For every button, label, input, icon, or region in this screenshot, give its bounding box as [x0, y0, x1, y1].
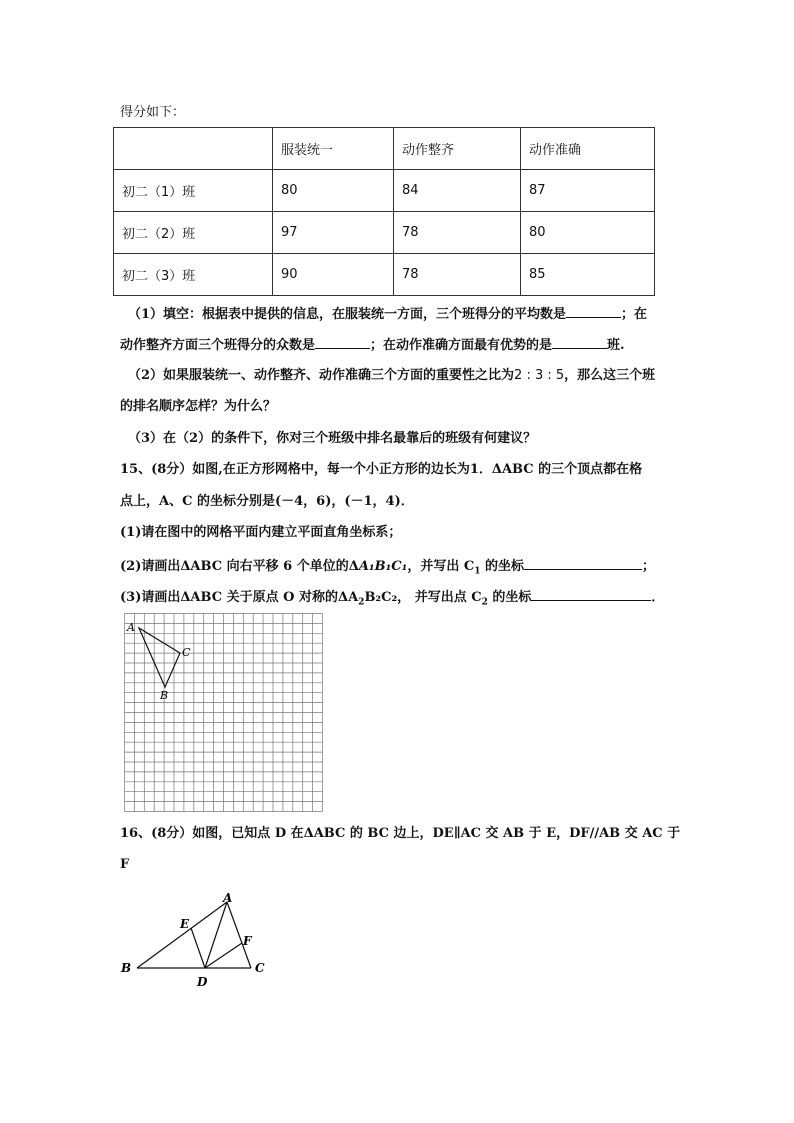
- vertex-label-e: E: [180, 917, 190, 931]
- table-cell: 80: [273, 170, 394, 212]
- q14-part2-line2: 的排名顺序怎样？为什么？: [120, 399, 277, 414]
- vertex-label-c: C: [182, 646, 191, 659]
- triangle-figure: [118, 890, 278, 990]
- table-header-cell: 服装统一: [273, 128, 394, 170]
- table-cell: 初二（2）班: [114, 212, 273, 254]
- q15-line2: 点上，A、C 的坐标分别是(－4，6)，(－1，4)．: [120, 494, 414, 509]
- q15-sub2: (2)请画出ΔABC 向右平移 6 个单位的ΔA₁B₁C₁，并写出 $C_1$ 的坐标 ；: [120, 559, 656, 577]
- q14-part2-line1: （2）如果服装统一、动作整齐、动作准确三个方面的重要性之比为2 : 3 : 5，那么这三个班: [128, 368, 656, 383]
- grid-lines: [125, 614, 323, 812]
- q14-part3: （3）在（2）的条件下，你对三个班级中排名最靠后的班级有何建议？: [128, 431, 537, 446]
- segment-df: [205, 943, 242, 968]
- score-table: [113, 127, 655, 296]
- q15-sub3: (3)请画出ΔABC 关于原点 O 对称的$\Delta A_2B_2C_2$， 并写出点 $C_2$ 的坐标 ．: [120, 590, 665, 608]
- table-cell: 78: [394, 254, 521, 296]
- table-cell: 87: [521, 170, 655, 212]
- table-header-cell: 动作准确: [521, 128, 655, 170]
- q15-sub1: (1)请在图中的网格平面内建立平面直角坐标系；: [120, 525, 402, 540]
- vertex-label-c: C: [255, 961, 265, 975]
- answer-blank[interactable]: [552, 336, 607, 349]
- q14-part1-line1: （1）填空：根据表中提供的信息，在服装统一方面，三个班得分的平均数是 ；在: [128, 307, 648, 322]
- q16-line2: F: [120, 857, 130, 872]
- table-cell: 80: [521, 212, 655, 254]
- answer-blank[interactable]: [531, 588, 651, 601]
- table-cell: 初二（3）班: [114, 254, 273, 296]
- table-cell: 90: [273, 254, 394, 296]
- q16-line1: 16、(8分）如图，已知点 D 在ΔABC 的 BC 边上，DE∥AC 交 AB 于 E，DF//AB 交 AC 于: [120, 826, 681, 841]
- table-cell: 78: [394, 212, 521, 254]
- q15-line1: 15、(8分）如图,在正方形网格中，每一个小正方形的边长为1．ΔABC 的三个顶点都在格: [120, 462, 643, 477]
- table-cell: 85: [521, 254, 655, 296]
- vertex-label-b: B: [160, 689, 169, 702]
- answer-blank[interactable]: [524, 557, 642, 570]
- vertex-label-f: F: [243, 934, 252, 948]
- table-row: [114, 170, 655, 212]
- table-row: [114, 212, 655, 254]
- coordinate-grid-figure: [124, 613, 324, 813]
- table-cell: 97: [273, 212, 394, 254]
- segment-de: [191, 928, 205, 968]
- answer-blank[interactable]: [315, 336, 370, 349]
- table-header-cell: 动作整齐: [394, 128, 521, 170]
- vertex-label-d: D: [197, 975, 208, 989]
- answer-blank[interactable]: [566, 305, 621, 318]
- segment-da: [205, 902, 227, 968]
- table-header-cell: [114, 128, 273, 170]
- table-cell: 初二（1）班: [114, 170, 273, 212]
- table-cell: 84: [394, 170, 521, 212]
- segment-ba: [137, 902, 227, 968]
- vertex-label-b: B: [121, 961, 132, 975]
- table-header-row: [114, 128, 655, 170]
- vertex-label-a: A: [223, 891, 233, 905]
- q14-part1-line2: 动作整齐方面三个班得分的众数是 ；在动作准确方面最有优势的是 班.: [120, 338, 625, 353]
- vertex-label-a: A: [127, 621, 135, 634]
- intro-text: 得分如下：: [120, 105, 186, 120]
- table-row: [114, 254, 655, 296]
